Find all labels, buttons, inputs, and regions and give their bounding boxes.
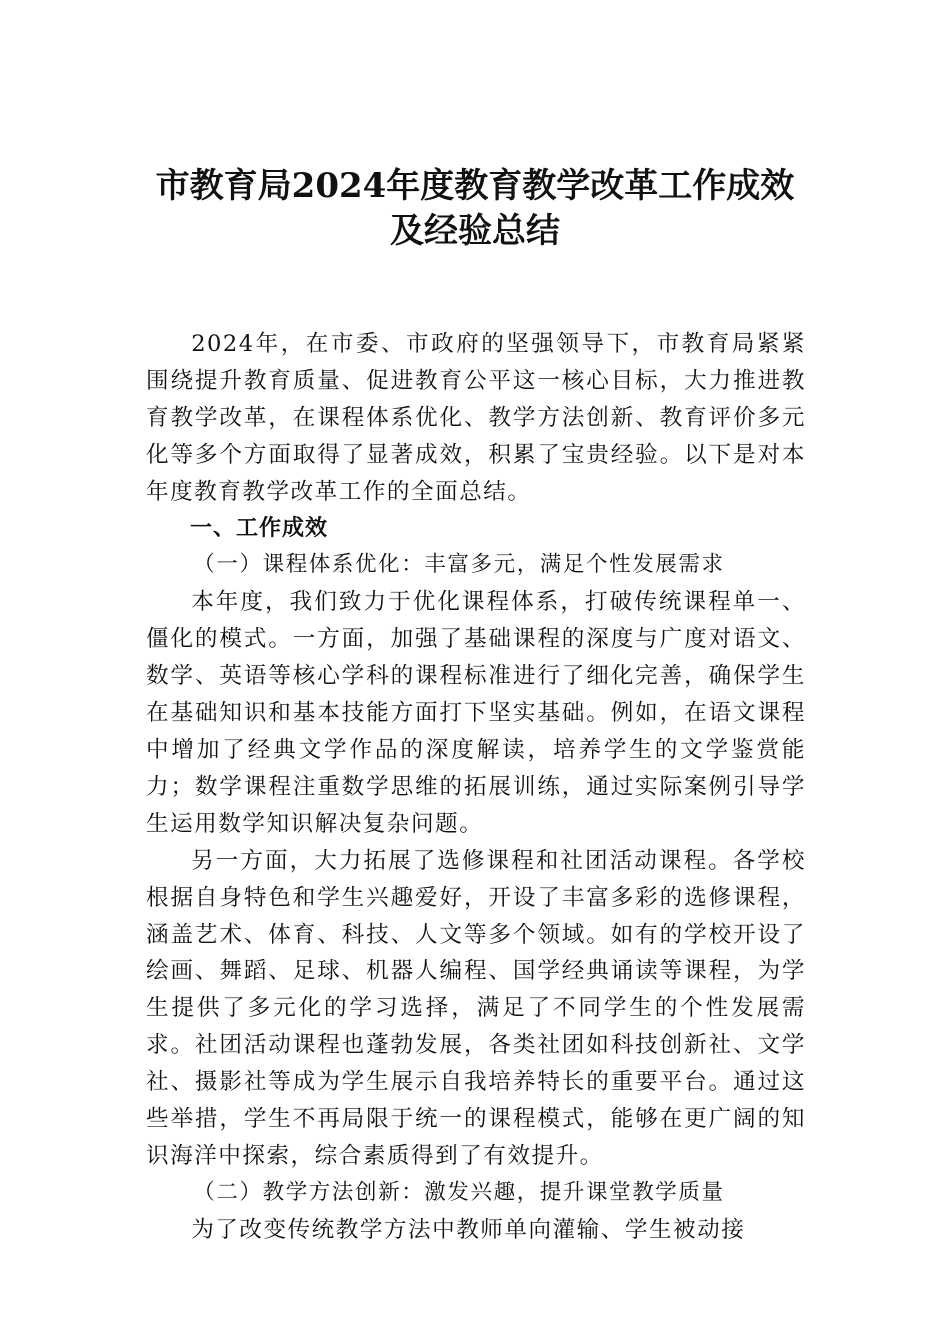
intro-paragraph: 2024年，在市委、市政府的坚强领导下，市教育局紧紧围绕提升教育质量、促进教育公平这一核心目标，大力推进教育教学改革，在课程体系优化、教学方法创新、教育评价多元化等多个方面取得了显著成效，积累了宝贵经验。以下是对本年度教育教学改革工作的全面总结。	[146, 331, 806, 505]
curriculum-paragraph-2: 另一方面，大力拓展了选修课程和社团活动课程。各学校根据自身特色和学生兴趣爱好，开设了丰富多彩的选修课程，涵盖艺术、体育、科技、人文等多个领域。如有的学校开设了绘画、舞蹈、足球、机器人编程、国学经典诵读等课程，为学生提供了多元化的学习选择，满足了不同学生的个性发展需求。社团活动课程也蓬勃发展，各类社团如科技创新社、文学社、摄影社等成为学生展示自我培养特长的重要平台。通过这些举措，学生不再局限于统一的课程模式，能够在更广阔的知识海洋中探索，综合素质得到了有效提升。	[146, 847, 806, 1169]
subsection-heading-curriculum: （一）课程体系优化：丰富多元，满足个性发展需求	[193, 552, 725, 578]
curriculum-paragraph-1: 本年度，我们致力于优化课程体系，打破传统课程单一、僵化的模式。一方面，加强了基础课程的深度与广度对语文、数学、英语等核心学科的课程标准进行了细化完善，确保学生在基础知识和基本技能方面打下坚实基础。例如，在语文课程中增加了经典文学作品的深度解读，培养学生的文学鉴赏能力；数学课程注重数学思维的拓展训练，通过实际案例引导学生运用数学知识解决复杂问题。	[146, 589, 806, 837]
subsection-heading-teaching-methods: （二）教学方法创新：激发兴趣，提升课堂教学质量	[193, 1179, 725, 1205]
teaching-methods-paragraph-1: 为了改变传统教学方法中教师单向灌输、学生被动接	[191, 1216, 746, 1243]
document-title-line-1: 市教育局2024年度教育教学改革工作成效	[155, 166, 795, 206]
section-heading-achievements: 一、工作成效	[190, 515, 329, 541]
document-body	[146, 326, 806, 1249]
document-title-line-2: 及经验总结	[390, 211, 560, 251]
